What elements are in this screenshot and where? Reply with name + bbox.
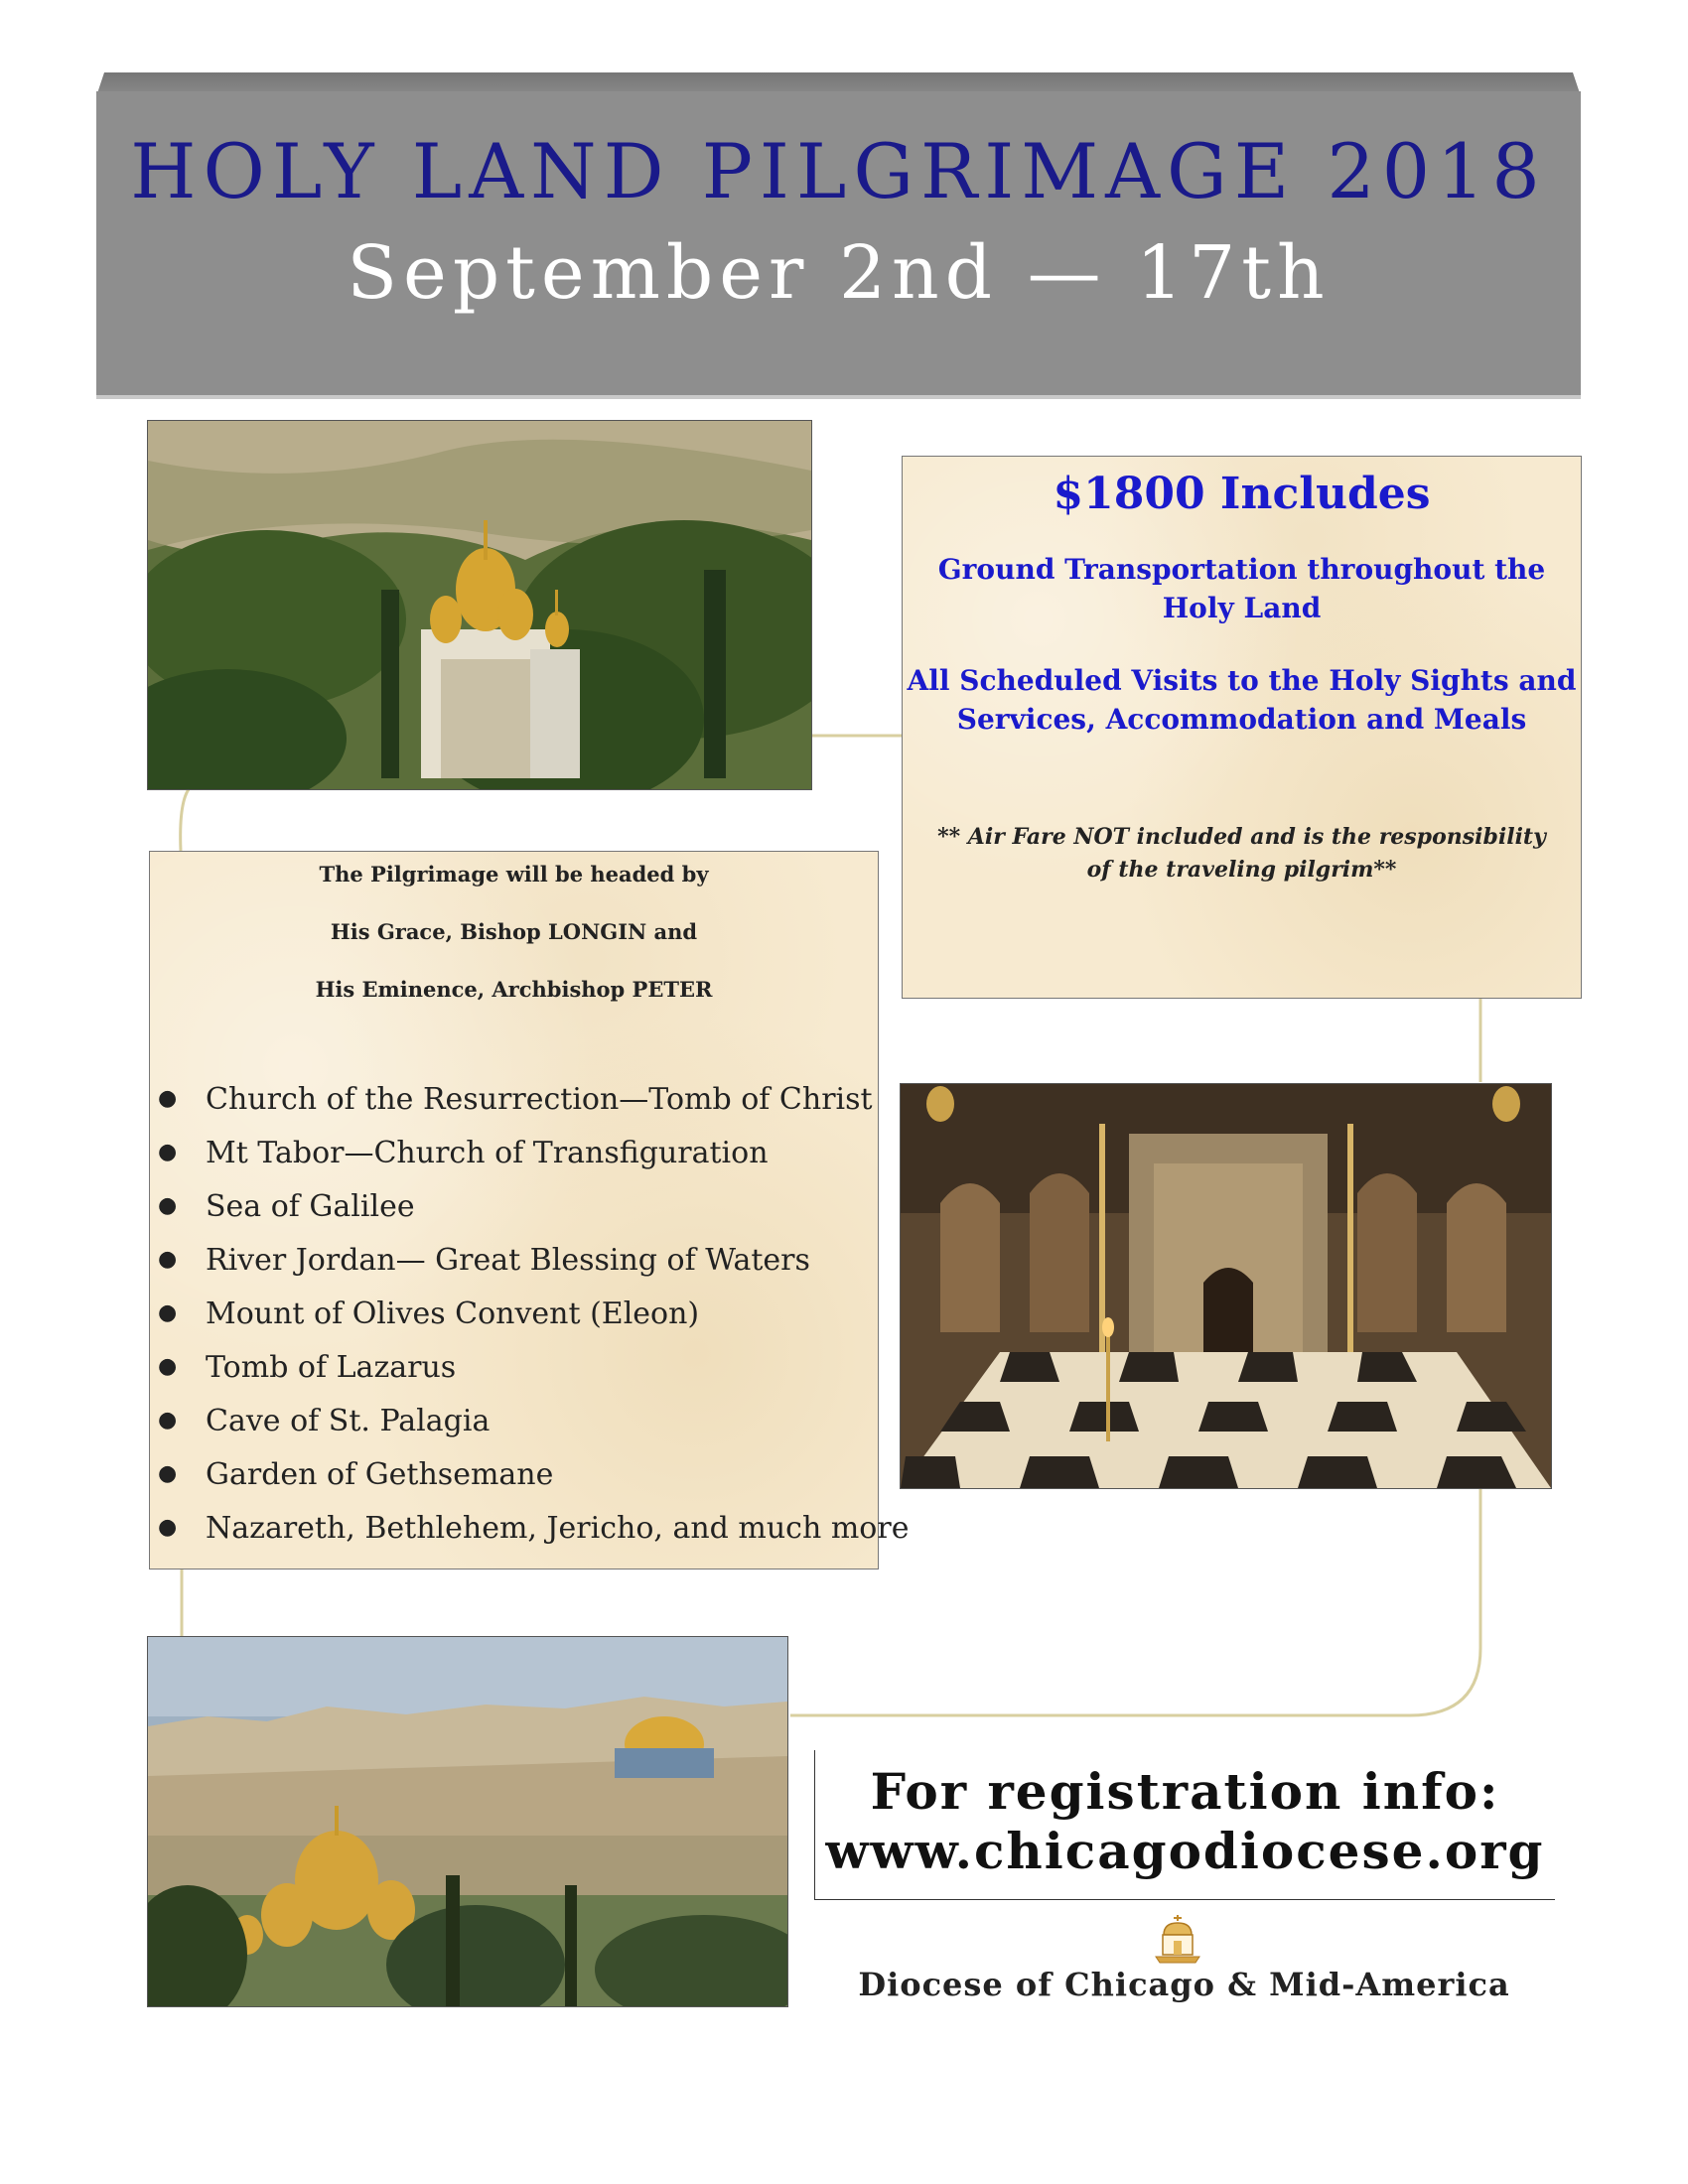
includes-transport-line1: Ground Transportation throughout the xyxy=(937,553,1546,586)
bullet-icon: ● xyxy=(158,1408,178,1433)
registration-box xyxy=(814,1750,1555,1900)
includes-visits-line2: Services, Accommodation and Meals xyxy=(956,703,1527,736)
page-dates: September 2nd — 17th xyxy=(347,230,1331,316)
bullet-icon: ● xyxy=(158,1086,178,1111)
leaders-line2: His Eminence, Archbishop PETER xyxy=(315,977,713,1002)
registration-url[interactable]: www.chicagodiocese.org xyxy=(825,1822,1545,1880)
photo-jerusalem-panorama xyxy=(147,1636,788,2007)
bullet-icon: ● xyxy=(158,1354,178,1379)
bullet-icon: ● xyxy=(158,1515,178,1540)
itinerary-box: The Pilgrimage will be headed by His Grace, Bishop LONGIN and His Eminence, Archbishop PETER ● Church of the Resurrection—Tomb of Christ ● Mt Tabor—Church of Transfiguration ● Sea of Galilee ● River Jordan— Great Blessing of Waters ● Mount of Olives Convent (Eleon) ● Tomb of Lazarus ● Cave of St. Palagia ● Garden of Gethsemane ● Nazareth, Bethlehem, Jericho, and much more xyxy=(149,851,879,1570)
bullet-icon: ● xyxy=(158,1300,178,1325)
photo-church-mary-magdalene xyxy=(147,420,812,790)
price-title: $1800 Includes xyxy=(1053,469,1431,519)
price-includes-box xyxy=(902,456,1582,999)
bullet-icon: ● xyxy=(158,1193,178,1218)
airfare-note-line1: ** Air Fare NOT included and is the responsibility xyxy=(937,824,1546,850)
leaders-intro: The Pilgrimage will be headed by xyxy=(319,862,709,887)
header-banner-shadow xyxy=(96,395,1581,399)
bullet-icon: ● xyxy=(158,1140,178,1164)
bullet-icon: ● xyxy=(158,1247,178,1272)
airfare-note-line2: of the traveling pilgrim** xyxy=(1086,857,1397,883)
page-title: HOLY LAND PILGRIMAGE 2018 xyxy=(130,127,1547,215)
photo-church-resurrection-interior xyxy=(900,1083,1552,1489)
includes-transport-line2: Holy Land xyxy=(1162,592,1322,624)
footer-organization: Diocese of Chicago & Mid-America xyxy=(858,1966,1510,2003)
diocese-logo-icon xyxy=(1154,1913,1201,1965)
leaders-line1: His Grace, Bishop LONGIN and xyxy=(330,919,698,944)
includes-visits-line1: All Scheduled Visits to the Holy Sights and xyxy=(907,664,1577,697)
registration-heading: For registration info: xyxy=(870,1762,1500,1821)
bullet-icon: ● xyxy=(158,1461,178,1486)
